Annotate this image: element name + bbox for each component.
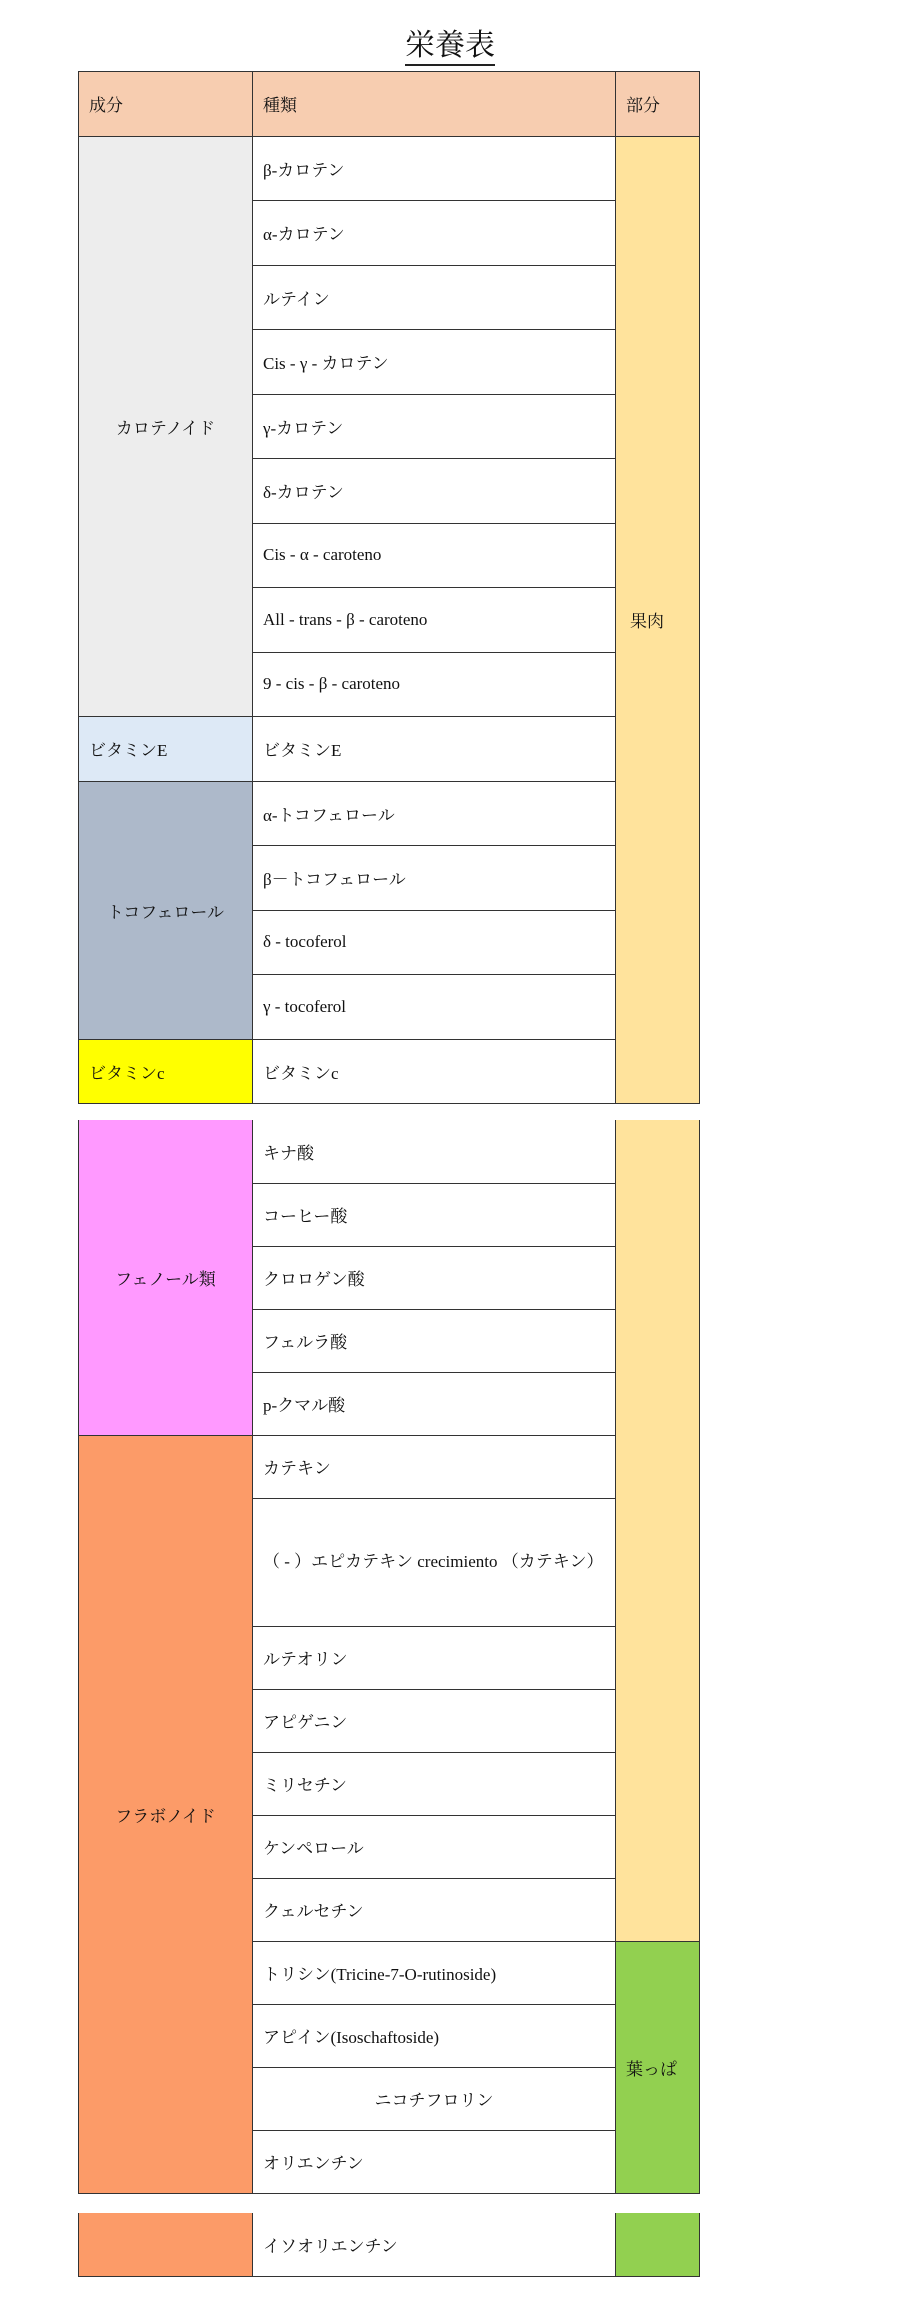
- table-row: [79, 1120, 700, 1183]
- table-row: [79, 136, 700, 201]
- item-cell: γ-カロテン: [253, 394, 616, 459]
- part-fruit-2: [616, 1120, 700, 1941]
- table-row: [79, 2213, 700, 2276]
- header-component: 成分: [79, 72, 253, 137]
- item-cell: p-クマル酸: [253, 1372, 616, 1435]
- category-carotenoid: カロテノイド: [79, 136, 253, 717]
- item-cell: アピイン(Isoschaftoside): [253, 2004, 616, 2067]
- item-cell: ニコチフロリン: [253, 2067, 616, 2130]
- category-flavonoid-cont: [79, 2213, 253, 2276]
- item-cell: ミリセチン: [253, 1752, 616, 1815]
- header-row: [79, 72, 700, 137]
- item-cell: クロロゲン酸: [253, 1246, 616, 1309]
- category-flavonoid: フラボノイド: [79, 1435, 253, 2193]
- item-cell: Cis - γ - カロテン: [253, 330, 616, 395]
- item-cell: δ - tocoferol: [253, 910, 616, 975]
- item-cell: α-カロテン: [253, 201, 616, 266]
- category-vitamin-c: ビタミンc: [79, 1039, 253, 1104]
- item-cell: β-カロテン: [253, 136, 616, 201]
- item-cell: Cis - α - caroteno: [253, 523, 616, 588]
- nutrition-table-block-2: [78, 1120, 700, 2194]
- item-cell: δ-カロテン: [253, 459, 616, 524]
- table-row: [79, 717, 700, 782]
- page-title: [0, 20, 900, 64]
- item-cell: ルテオリン: [253, 1626, 616, 1689]
- table-row: [79, 781, 700, 846]
- item-cell: トリシン(Tricine-7-O-rutinoside): [253, 1941, 616, 2004]
- item-cell: All - trans - β - caroteno: [253, 588, 616, 653]
- item-cell: イソオリエンチン: [253, 2213, 616, 2276]
- part-leaf: 葉っぱ: [616, 1941, 700, 2193]
- item-cell: ビタミンE: [253, 717, 616, 782]
- part-leaf-cont: [616, 2213, 700, 2276]
- item-cell: クェルセチン: [253, 1878, 616, 1941]
- header-type: 種類: [253, 72, 616, 137]
- item-cell: γ - tocoferol: [253, 975, 616, 1040]
- table-row: [79, 1435, 700, 1498]
- item-cell: オリエンチン: [253, 2130, 616, 2193]
- item-cell: ケンペロール: [253, 1815, 616, 1878]
- nutrition-table-block-1: [78, 71, 700, 1104]
- item-cell: キナ酸: [253, 1120, 616, 1183]
- category-phenol: フェノール類: [79, 1120, 253, 1435]
- header-part: 部分: [616, 72, 700, 137]
- item-cell: ルテイン: [253, 265, 616, 330]
- item-cell: （ - ）エピカテキン crecimiento （カテキン）: [253, 1498, 616, 1626]
- item-cell: コーヒー酸: [253, 1183, 616, 1246]
- item-cell: α-トコフェロール: [253, 781, 616, 846]
- item-cell: アピゲニン: [253, 1689, 616, 1752]
- category-tocopherol: トコフェロール: [79, 781, 253, 1039]
- item-cell: カテキン: [253, 1435, 616, 1498]
- nutrition-table-block-3: [78, 2213, 700, 2277]
- category-vitamin-e: ビタミンE: [79, 717, 253, 782]
- item-cell: β－トコフェロール: [253, 846, 616, 911]
- part-fruit: 果肉: [616, 136, 700, 1104]
- item-cell: ビタミンc: [253, 1039, 616, 1104]
- item-cell: フェルラ酸: [253, 1309, 616, 1372]
- title-text: 栄養表: [405, 29, 495, 66]
- table-row: [79, 1039, 700, 1104]
- item-cell: 9 - cis - β - caroteno: [253, 652, 616, 717]
